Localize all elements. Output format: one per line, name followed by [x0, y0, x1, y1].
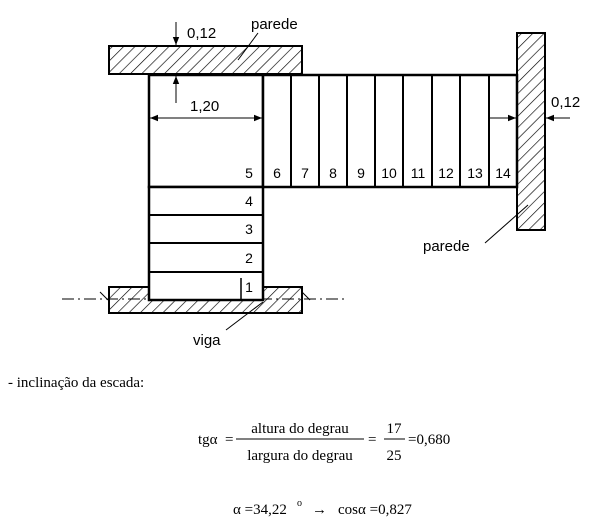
alpha-value: α =34,22 — [233, 502, 287, 518]
step-number: 2 — [245, 250, 253, 266]
degree-symbol: o — [297, 498, 302, 509]
step-number: 1 — [245, 279, 253, 295]
step-number: 11 — [410, 165, 426, 181]
top-wall-thickness: 0,12 — [187, 25, 217, 42]
wall-label-right: parede — [423, 238, 470, 255]
step-number: 9 — [357, 165, 365, 181]
step-number: 13 — [467, 165, 483, 181]
fraction-denominator: largura do degrau — [247, 448, 353, 464]
right-wall-thickness: 0,12 — [551, 94, 581, 111]
equals-sign: = — [368, 432, 377, 448]
cos-result: cosα =0,827 — [338, 502, 412, 518]
step-number: 5 — [245, 165, 253, 181]
step-number: 4 — [245, 193, 253, 209]
landing-width: 1,20 — [190, 98, 220, 115]
step-number: 12 — [438, 165, 454, 181]
equals-sign: = — [225, 432, 234, 448]
calc-heading: - inclinação da escada: — [8, 375, 145, 391]
step-number: 7 — [301, 165, 309, 181]
beam-label: viga — [193, 332, 221, 349]
step-number: 6 — [273, 165, 281, 181]
arrow-symbol: → — [312, 502, 327, 518]
tg-result: =0,680 — [408, 432, 451, 448]
wall-label-top: parede — [251, 16, 298, 33]
value-denominator: 25 — [386, 448, 402, 464]
step-number: 14 — [495, 165, 511, 181]
step-number: 8 — [329, 165, 337, 181]
top-wall — [109, 46, 302, 74]
tg-lhs: tgα — [198, 432, 218, 448]
value-numerator: 17 — [386, 421, 402, 437]
step-number: 3 — [245, 221, 253, 237]
fraction-numerator: altura do degrau — [251, 421, 349, 437]
right-wall — [517, 33, 545, 230]
step-number: 10 — [381, 165, 397, 181]
